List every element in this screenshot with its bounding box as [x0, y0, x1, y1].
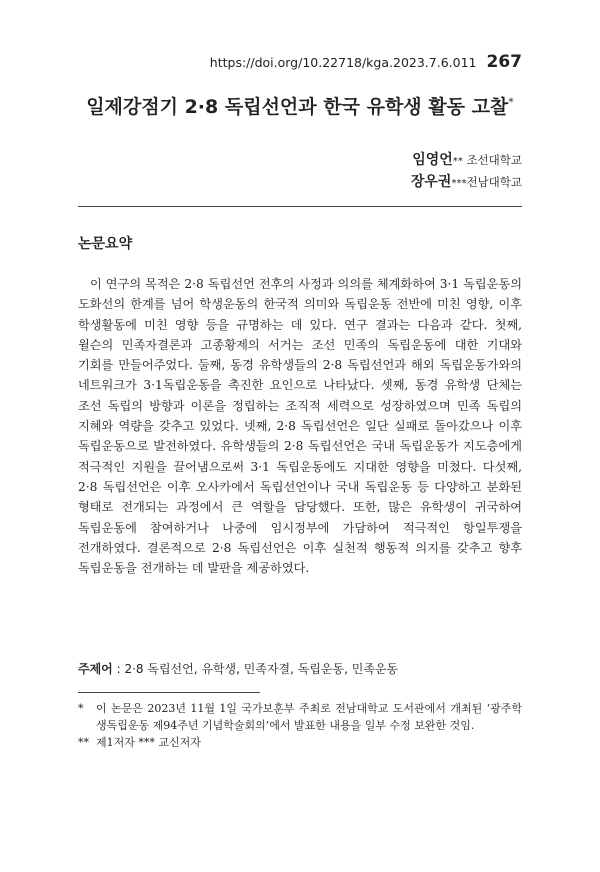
author-name: 장우권 — [410, 174, 452, 190]
author-affiliation: 조선대학교 — [462, 153, 522, 167]
header-divider — [78, 206, 522, 207]
author-1 — [411, 150, 522, 172]
keywords-label: 주제어 — [78, 662, 113, 676]
author-name: 임영언 — [412, 152, 453, 168]
footnotes — [78, 700, 522, 751]
author-affiliation: 전남대학교 — [466, 175, 522, 189]
keywords-separator: : — [112, 662, 125, 676]
author-mark: *** — [451, 178, 467, 189]
footnote-mark: ** — [78, 736, 89, 749]
author-2 — [411, 172, 522, 194]
footnote-1 — [78, 700, 522, 734]
paper-title-text: 일제강점기 2·8 독립선언과 한국 유학생 활동 고찰 — [86, 96, 509, 118]
keywords-text: 2·8 독립선언, 유학생, 민족자결, 독립운동, 민족운동 — [124, 662, 399, 676]
abstract-body: 이 연구의 목적은 2·8 독립선언 전후의 사정과 의의를 체계화하여 3·1 독립운동의 도화선의 한계를 넘어 학생운동의 한국적 의미와 독립운동 전반에 미친 영향, 이후 학생활동에 미친 영향 등을 규명하는 데 있다. 연구 결과는 다음과 같다. 첫째, 윌슨의 민족자결론과 고종황제의 서거는 조선 민족의 독립운동에 대한 기대와 기회를 만들어주었다. 둘째, 동경 유학생들의 2·8 독립선언과 해외 독립운동가와의 네트워크가 3·1독립운동을 촉진한 요인으로 나타났다. 셋째, 동경 유학생 단체는 조선 독립의 방향과 이론을 정립하는 조직적 세력으로 성장하였으며 민족 독립의 지혜와 역량을 갖추고 있었다. 넷째, 2·8 독립선언은 일단 실패로 돌아갔으나 이후 독립운동으로 발전하였다. 유학생들의 2·8 독립선언은 국내 독립운동가 지도층에게 적극적인 지원을 끌어냄으로써 3·1 독립운동에도 지대한 영향을 미쳤다. 다섯째, 2·8 독립선언은 이후 오사카에서 독립선언이나 국내 독립운동 등 다양하고 분화된 형태로 전개되는 과정에서 큰 역할을 담당했다. 또한, 많은 유학생이 귀국하여 독립운동에 참여하거나 나중에 임시정부에 가담하여 적극적인 항일투쟁을 전개하였다. 결론적으로 2·8 독립선언은 이후 실천적 행동적 의지를 갖추고 향후 독립운동을 전개하는 데 발판을 제공하였다. — [78, 277, 522, 576]
author-block — [411, 150, 522, 194]
author-mark: ** — [452, 156, 463, 167]
footnote-text: 제1저자 *** 교신저자 — [96, 736, 201, 749]
footnote-mark: * — [78, 702, 84, 715]
title-footnote-mark: * — [508, 95, 514, 109]
paper-title — [0, 92, 600, 119]
keywords — [78, 660, 522, 677]
footnote-divider — [78, 692, 260, 693]
footnote-2 — [78, 734, 522, 751]
page-number: 267 — [486, 52, 522, 72]
footnote-text: 이 논문은 2023년 11월 1일 국가보훈부 주최로 전남대학교 도서관에서 개최된 ‘광주학생독립운동 제94주년 기념학술회의’에서 발표한 내용을 일부 수정 보완한 것임. — [96, 702, 522, 732]
abstract-heading: 논문요약 — [78, 236, 133, 252]
doi-link[interactable]: https://doi.org/10.22718/kga.2023.7.6.011 — [209, 55, 477, 70]
page-header — [210, 52, 522, 72]
